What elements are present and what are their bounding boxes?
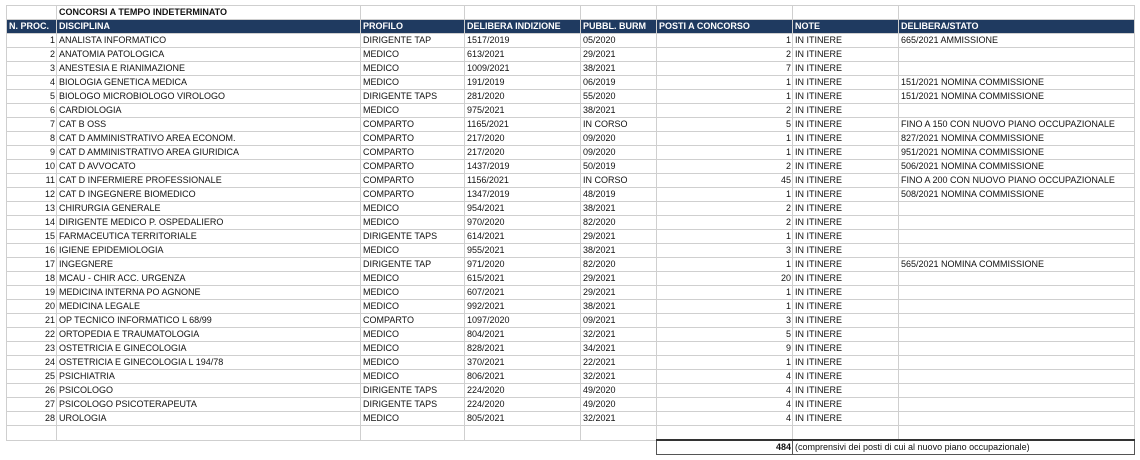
table-row (7, 384, 1135, 398)
cell-num[interactable]: 2 (7, 48, 57, 62)
table-row (7, 398, 1135, 412)
cell-posti[interactable]: 2 (657, 202, 793, 216)
cell-note[interactable]: IN ITINERE (793, 244, 899, 258)
cell-profilo[interactable]: COMPARTO (361, 118, 465, 132)
cell-delibera[interactable]: 971/2020 (465, 258, 581, 272)
cell-note[interactable]: IN ITINERE (793, 412, 899, 426)
cell-burm[interactable]: IN CORSO (581, 174, 657, 188)
cell-num[interactable]: 10 (7, 160, 57, 174)
cell-delibera[interactable]: 954/2021 (465, 202, 581, 216)
cell-profilo[interactable]: MEDICO (361, 286, 465, 300)
cell-disciplina[interactable]: PSICOLOGO PSICOTERAPEUTA (57, 398, 361, 412)
cell-posti[interactable]: 1 (657, 286, 793, 300)
cell-num[interactable]: 15 (7, 230, 57, 244)
cell-stato[interactable] (899, 398, 1135, 412)
cell-stato[interactable] (899, 314, 1135, 328)
cell-note[interactable]: IN ITINERE (793, 188, 899, 202)
cell-disciplina[interactable]: IGIENE EPIDEMIOLOGIA (57, 244, 361, 258)
cell-delibera[interactable]: 828/2021 (465, 342, 581, 356)
table-row (7, 328, 1135, 342)
cell-note[interactable]: IN ITINERE (793, 370, 899, 384)
cell-profilo[interactable]: MEDICO (361, 76, 465, 90)
table-row (7, 258, 1135, 272)
cell-disciplina[interactable]: MCAU - CHIR ACC. URGENZA (57, 272, 361, 286)
cell-profilo[interactable]: COMPARTO (361, 188, 465, 202)
cell-delibera[interactable]: 1156/2021 (465, 174, 581, 188)
cell-note[interactable]: IN ITINERE (793, 76, 899, 90)
cell-note[interactable]: IN ITINERE (793, 342, 899, 356)
cell-burm[interactable]: 22/2021 (581, 356, 657, 370)
cell-burm[interactable]: 29/2021 (581, 272, 657, 286)
cell-num[interactable]: 9 (7, 146, 57, 160)
cell-posti[interactable]: 5 (657, 118, 793, 132)
cell-stato[interactable] (899, 62, 1135, 76)
cell-profilo[interactable]: MEDICO (361, 412, 465, 426)
cell-stato[interactable] (899, 202, 1135, 216)
cell-posti[interactable]: 2 (657, 160, 793, 174)
cell-delibera[interactable]: 1347/2019 (465, 188, 581, 202)
cell-burm[interactable]: 05/2020 (581, 34, 657, 48)
cell-posti[interactable]: 1 (657, 230, 793, 244)
cell-delibera[interactable]: 370/2021 (465, 356, 581, 370)
cell-burm[interactable]: 38/2021 (581, 62, 657, 76)
table-row (7, 370, 1135, 384)
cell-profilo[interactable]: MEDICO (361, 244, 465, 258)
cell-delibera[interactable]: 806/2021 (465, 370, 581, 384)
cell-posti[interactable]: 1 (657, 146, 793, 160)
table-row (7, 342, 1135, 356)
table-row (7, 34, 1135, 48)
table-row (7, 174, 1135, 188)
cell-note[interactable]: IN ITINERE (793, 132, 899, 146)
cell-num[interactable]: 7 (7, 118, 57, 132)
cell-disciplina[interactable]: INGEGNERE (57, 258, 361, 272)
cell-profilo[interactable]: COMPARTO (361, 132, 465, 146)
cell-posti[interactable]: 1 (657, 258, 793, 272)
cell-profilo[interactable]: MEDICO (361, 202, 465, 216)
table-row (7, 286, 1135, 300)
blank-row (7, 426, 1135, 441)
cell-profilo[interactable]: COMPARTO (361, 160, 465, 174)
cell-delibera[interactable]: 615/2021 (465, 272, 581, 286)
cell-stato[interactable] (899, 48, 1135, 62)
header-row (7, 20, 1135, 34)
table-row (7, 202, 1135, 216)
cell-burm[interactable]: 50/2019 (581, 160, 657, 174)
table-row (7, 244, 1135, 258)
cell-burm[interactable]: 38/2021 (581, 244, 657, 258)
cell-stato[interactable] (899, 216, 1135, 230)
cell-posti[interactable]: 1 (657, 356, 793, 370)
cell-posti[interactable]: 4 (657, 398, 793, 412)
cell-posti[interactable]: 9 (657, 342, 793, 356)
cell-disciplina[interactable]: MEDICINA INTERNA PO AGNONE (57, 286, 361, 300)
cell-profilo[interactable]: COMPARTO (361, 174, 465, 188)
header-stato[interactable]: DELIBERA/STATO (899, 20, 1135, 34)
table-row (7, 216, 1135, 230)
cell-disciplina[interactable]: MEDICINA LEGALE (57, 300, 361, 314)
cell-num[interactable]: 13 (7, 202, 57, 216)
cell-disciplina[interactable]: CAT D AMMINISTRATIVO AREA GIURIDICA (57, 146, 361, 160)
cell-posti[interactable]: 2 (657, 104, 793, 118)
cell-note[interactable]: IN ITINERE (793, 216, 899, 230)
cell-note[interactable]: IN ITINERE (793, 202, 899, 216)
spreadsheet (6, 5, 1135, 455)
concorsi-table (6, 5, 1135, 455)
cell-profilo[interactable]: COMPARTO (361, 314, 465, 328)
table-row (7, 412, 1135, 426)
cell-burm[interactable]: 38/2021 (581, 300, 657, 314)
cell-delibera[interactable]: 224/2020 (465, 384, 581, 398)
total-row (7, 440, 1135, 455)
cell-delibera[interactable]: 191/2019 (465, 76, 581, 90)
cell-delibera[interactable]: 224/2020 (465, 398, 581, 412)
cell-disciplina[interactable]: ANATOMIA PATOLOGICA (57, 48, 361, 62)
cell-num[interactable]: 26 (7, 384, 57, 398)
cell-disciplina[interactable]: BIOLOGO MICROBIOLOGO VIROLOGO (57, 90, 361, 104)
cell-num[interactable]: 14 (7, 216, 57, 230)
cell-disciplina[interactable]: OSTETRICIA E GINECOLOGIA L 194/78 (57, 356, 361, 370)
cell-stato[interactable]: 665/2021 AMMISSIONE (899, 34, 1135, 48)
cell-num[interactable]: 5 (7, 90, 57, 104)
cell-posti[interactable]: 45 (657, 174, 793, 188)
cell-burm[interactable]: 09/2020 (581, 132, 657, 146)
cell-disciplina[interactable]: CARDIOLOGIA (57, 104, 361, 118)
cell-posti[interactable]: 3 (657, 244, 793, 258)
cell-stato[interactable]: 151/2021 NOMINA COMMISSIONE (899, 90, 1135, 104)
cell-note[interactable]: IN ITINERE (793, 356, 899, 370)
cell-stato[interactable]: 827/2021 NOMINA COMMISSIONE (899, 132, 1135, 146)
table-row (7, 188, 1135, 202)
cell-burm[interactable]: 38/2021 (581, 104, 657, 118)
table-row (7, 272, 1135, 286)
cell-profilo[interactable]: DIRIGENTE TAP (361, 258, 465, 272)
cell-disciplina[interactable]: ANALISTA INFORMATICO (57, 34, 361, 48)
cell-stato[interactable] (899, 370, 1135, 384)
cell-num[interactable]: 3 (7, 62, 57, 76)
cell-note[interactable]: IN ITINERE (793, 300, 899, 314)
cell-num[interactable]: 19 (7, 286, 57, 300)
cell-profilo[interactable]: MEDICO (361, 300, 465, 314)
cell-disciplina[interactable]: ORTOPEDIA E TRAUMATOLOGIA (57, 328, 361, 342)
cell-disciplina[interactable]: OP TECNICO INFORMATICO L 68/99 (57, 314, 361, 328)
cell-profilo[interactable]: MEDICO (361, 272, 465, 286)
cell-burm[interactable]: 09/2020 (581, 146, 657, 160)
cell-stato[interactable] (899, 104, 1135, 118)
title-row (7, 6, 1135, 20)
cell-delibera[interactable]: 1437/2019 (465, 160, 581, 174)
cell-burm[interactable]: 32/2021 (581, 328, 657, 342)
cell-profilo[interactable]: DIRIGENTE TAP (361, 34, 465, 48)
cell-profilo[interactable]: MEDICO (361, 328, 465, 342)
table-row (7, 90, 1135, 104)
cell-delibera[interactable]: 217/2020 (465, 132, 581, 146)
cell-profilo[interactable]: MEDICO (361, 216, 465, 230)
cell-burm[interactable]: 32/2021 (581, 412, 657, 426)
cell-note[interactable]: IN ITINERE (793, 146, 899, 160)
cell-profilo[interactable]: DIRIGENTE TAPS (361, 230, 465, 244)
cell-num[interactable]: 4 (7, 76, 57, 90)
cell-profilo[interactable]: MEDICO (361, 356, 465, 370)
cell-delibera[interactable]: 281/2020 (465, 90, 581, 104)
cell-note[interactable]: IN ITINERE (793, 160, 899, 174)
cell-stato[interactable]: 565/2021 NOMINA COMMISSIONE (899, 258, 1135, 272)
cell-burm[interactable]: 29/2021 (581, 48, 657, 62)
cell-burm[interactable]: 82/2020 (581, 216, 657, 230)
cell-burm[interactable]: IN CORSO (581, 118, 657, 132)
cell-num[interactable]: 23 (7, 342, 57, 356)
cell-num[interactable]: 24 (7, 356, 57, 370)
total-value[interactable]: 484 (657, 440, 793, 455)
sheet-title[interactable]: CONCORSI A TEMPO INDETERMINATO (57, 6, 361, 20)
cell-disciplina[interactable]: DIRIGENTE MEDICO P. OSPEDALIERO (57, 216, 361, 230)
header-posti[interactable]: POSTI A CONCORSO (657, 20, 793, 34)
cell-posti[interactable]: 4 (657, 412, 793, 426)
cell-posti[interactable]: 1 (657, 76, 793, 90)
cell-posti[interactable]: 1 (657, 34, 793, 48)
cell-profilo[interactable]: DIRIGENTE TAPS (361, 384, 465, 398)
cell-posti[interactable]: 2 (657, 216, 793, 230)
cell-delibera[interactable]: 1165/2021 (465, 118, 581, 132)
cell-burm[interactable]: 38/2021 (581, 202, 657, 216)
cell-note[interactable]: IN ITINERE (793, 258, 899, 272)
table-row (7, 62, 1135, 76)
cell-posti[interactable]: 1 (657, 90, 793, 104)
cell-delibera[interactable]: 804/2021 (465, 328, 581, 342)
cell-num[interactable]: 1 (7, 34, 57, 48)
cell-burm[interactable]: 32/2021 (581, 370, 657, 384)
cell-delibera[interactable]: 955/2021 (465, 244, 581, 258)
cell-stato[interactable] (899, 272, 1135, 286)
cell-burm[interactable]: 09/2021 (581, 314, 657, 328)
cell-note[interactable]: IN ITINERE (793, 384, 899, 398)
cell-stato[interactable] (899, 412, 1135, 426)
header-burm[interactable]: PUBBL. BURM (581, 20, 657, 34)
cell-num[interactable]: 12 (7, 188, 57, 202)
cell-stato[interactable]: 508/2021 NOMINA COMMISSIONE (899, 188, 1135, 202)
table-row (7, 48, 1135, 62)
cell-profilo[interactable]: MEDICO (361, 342, 465, 356)
cell-disciplina[interactable]: BIOLOGIA GENETICA MEDICA (57, 76, 361, 90)
cell-note[interactable]: IN ITINERE (793, 272, 899, 286)
cell-stato[interactable]: FINO A 150 CON NUOVO PIANO OCCUPAZIONALE (899, 118, 1135, 132)
cell-stato[interactable] (899, 328, 1135, 342)
cell-num[interactable]: 27 (7, 398, 57, 412)
table-row (7, 230, 1135, 244)
cell-burm[interactable]: 49/2020 (581, 398, 657, 412)
cell-num[interactable]: 22 (7, 328, 57, 342)
cell-stato[interactable] (899, 356, 1135, 370)
table-row (7, 314, 1135, 328)
cell-profilo[interactable]: MEDICO (361, 62, 465, 76)
cell-burm[interactable]: 49/2020 (581, 384, 657, 398)
cell-disciplina[interactable]: ANESTESIA E RIANIMAZIONE (57, 62, 361, 76)
cell-disciplina[interactable]: CAT D AVVOCATO (57, 160, 361, 174)
cell-num[interactable]: 11 (7, 174, 57, 188)
cell-burm[interactable]: 55/2020 (581, 90, 657, 104)
cell-num[interactable]: 28 (7, 412, 57, 426)
cell-disciplina[interactable]: PSICOLOGO (57, 384, 361, 398)
cell-note[interactable]: IN ITINERE (793, 398, 899, 412)
cell-disciplina[interactable]: FARMACEUTICA TERRITORIALE (57, 230, 361, 244)
cell-note[interactable]: IN ITINERE (793, 314, 899, 328)
cell-burm[interactable]: 34/2021 (581, 342, 657, 356)
cell-note[interactable]: IN ITINERE (793, 328, 899, 342)
cell-note[interactable]: IN ITINERE (793, 48, 899, 62)
cell-delibera[interactable]: 1517/2019 (465, 34, 581, 48)
cell-note[interactable]: IN ITINERE (793, 104, 899, 118)
cell-num[interactable]: 6 (7, 104, 57, 118)
cell-posti[interactable]: 20 (657, 272, 793, 286)
table-row (7, 76, 1135, 90)
cell-note[interactable]: IN ITINERE (793, 62, 899, 76)
cell-profilo[interactable]: DIRIGENTE TAPS (361, 398, 465, 412)
cell-disciplina[interactable]: OSTETRICIA E GINECOLOGIA (57, 342, 361, 356)
cell-posti[interactable]: 4 (657, 384, 793, 398)
table-row (7, 356, 1135, 370)
cell-disciplina[interactable]: CAT B OSS (57, 118, 361, 132)
cell-num[interactable]: 20 (7, 300, 57, 314)
cell-stato[interactable] (899, 342, 1135, 356)
table-row (7, 160, 1135, 174)
cell-num[interactable]: 18 (7, 272, 57, 286)
total-note[interactable]: (comprensivi dei posti di cui al nuovo piano occupazionale) (793, 440, 1135, 455)
cell-stato[interactable] (899, 300, 1135, 314)
cell-delibera[interactable]: 970/2020 (465, 216, 581, 230)
cell-stato[interactable] (899, 230, 1135, 244)
cell-stato[interactable]: 506/2021 NOMINA COMMISSIONE (899, 160, 1135, 174)
cell-num[interactable]: 17 (7, 258, 57, 272)
cell-delibera[interactable]: 614/2021 (465, 230, 581, 244)
cell-note[interactable]: IN ITINERE (793, 230, 899, 244)
cell-profilo[interactable]: MEDICO (361, 104, 465, 118)
cell-profilo[interactable]: MEDICO (361, 48, 465, 62)
header-delibera[interactable]: DELIBERA INDIZIONE (465, 20, 581, 34)
table-row (7, 118, 1135, 132)
cell-posti[interactable]: 1 (657, 132, 793, 146)
cell-stato[interactable] (899, 286, 1135, 300)
table-row (7, 146, 1135, 160)
header-num[interactable]: N. PROC. (7, 20, 57, 34)
cell-stato[interactable]: 151/2021 NOMINA COMMISSIONE (899, 76, 1135, 90)
cell-profilo[interactable]: COMPARTO (361, 146, 465, 160)
header-disciplina[interactable]: DISCIPLINA (57, 20, 361, 34)
cell-stato[interactable] (899, 244, 1135, 258)
cell-posti[interactable]: 1 (657, 188, 793, 202)
cell-note[interactable]: IN ITINERE (793, 174, 899, 188)
cell-disciplina[interactable]: CAT D INFERMIERE PROFESSIONALE (57, 174, 361, 188)
table-row (7, 300, 1135, 314)
cell-posti[interactable]: 5 (657, 328, 793, 342)
cell-delibera[interactable]: 613/2021 (465, 48, 581, 62)
cell-note[interactable]: IN ITINERE (793, 118, 899, 132)
cell-disciplina[interactable]: CAT D INGEGNERE BIOMEDICO (57, 188, 361, 202)
table-row (7, 132, 1135, 146)
table-row (7, 104, 1135, 118)
cell-posti[interactable]: 1 (657, 300, 793, 314)
cell-burm[interactable]: 82/2020 (581, 258, 657, 272)
cell-posti[interactable]: 3 (657, 314, 793, 328)
cell-num[interactable]: 16 (7, 244, 57, 258)
cell-stato[interactable]: FINO A 200 CON NUOVO PIANO OCCUPAZIONALE (899, 174, 1135, 188)
cell-stato[interactable]: 951/2021 NOMINA COMMISSIONE (899, 146, 1135, 160)
cell-delibera[interactable]: 975/2021 (465, 104, 581, 118)
cell-burm[interactable]: 29/2021 (581, 230, 657, 244)
cell-delibera[interactable]: 992/2021 (465, 300, 581, 314)
cell-disciplina[interactable]: CAT D AMMINISTRATIVO AREA ECONOM. (57, 132, 361, 146)
header-profilo[interactable]: PROFILO (361, 20, 465, 34)
cell-delibera[interactable]: 607/2021 (465, 286, 581, 300)
cell-delibera[interactable]: 1009/2021 (465, 62, 581, 76)
cell-num[interactable]: 8 (7, 132, 57, 146)
cell-burm[interactable]: 48/2019 (581, 188, 657, 202)
cell-burm[interactable]: 06/2019 (581, 76, 657, 90)
cell-posti[interactable]: 4 (657, 370, 793, 384)
cell-disciplina[interactable]: UROLOGIA (57, 412, 361, 426)
cell-posti[interactable]: 7 (657, 62, 793, 76)
cell-delibera[interactable]: 805/2021 (465, 412, 581, 426)
cell-note[interactable]: IN ITINERE (793, 90, 899, 104)
cell-num[interactable]: 25 (7, 370, 57, 384)
cell-profilo[interactable]: DIRIGENTE TAPS (361, 90, 465, 104)
cell-note[interactable]: IN ITINERE (793, 34, 899, 48)
header-note[interactable]: NOTE (793, 20, 899, 34)
cell-profilo[interactable]: MEDICO (361, 370, 465, 384)
cell-posti[interactable]: 2 (657, 48, 793, 62)
cell-disciplina[interactable]: CHIRURGIA GENERALE (57, 202, 361, 216)
cell-delibera[interactable]: 217/2020 (465, 146, 581, 160)
title-blank-cell[interactable] (7, 6, 57, 20)
cell-delibera[interactable]: 1097/2020 (465, 314, 581, 328)
cell-burm[interactable]: 29/2021 (581, 286, 657, 300)
cell-note[interactable]: IN ITINERE (793, 286, 899, 300)
cell-stato[interactable] (899, 384, 1135, 398)
cell-num[interactable]: 21 (7, 314, 57, 328)
cell-disciplina[interactable]: PSICHIATRIA (57, 370, 361, 384)
